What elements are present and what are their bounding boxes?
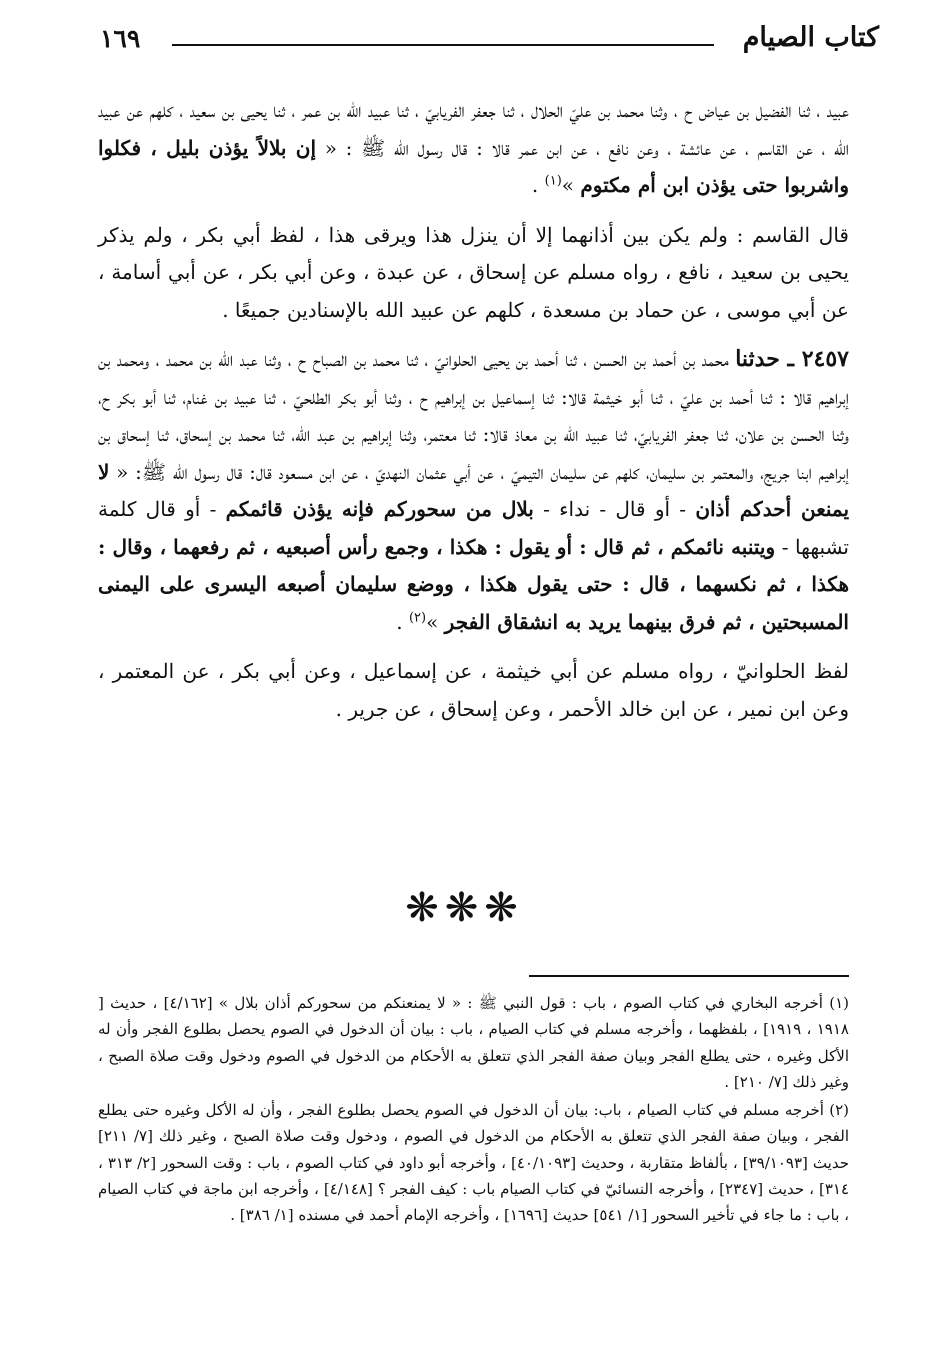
para1-tail: . bbox=[531, 173, 545, 197]
para1-quote: إن بلالاً يؤذن بليل ، فكلوا واشربوا حتى يؤذن ابن أم مكتوم bbox=[98, 135, 849, 197]
main-text bbox=[98, 92, 849, 740]
para3-text: محمد بن أحمد بن الحسن ، ثنا أحمد بن يحيى الحلوانيّ ، ثنا محمد بن الصباح ح ، وثنا عبد الله بن محمد ، ومحمد بن إبراهيم قالا : ثنا أحمد بن عليّ ، ثنا أبو خيثمة قالا: ثنا إسماعيل بن إبراهيم ح ، وثنا أبو بكر الطلحيّ ، ثنا عبيد بن غنام، ثنا أبو بكر ح، وثنا الحسن بن علان، ثنا جعفر الفريابيّ، ثنا عبيد الله بن معاذ قالا: ثنا معتمر، وثنا إبراهيم بن عبد الله، ثنا محمد بن إسحاق، ثنا إسحاق بن إبراهيم ابنا جريج، والمعتمر بن سليمان، كلهم عن سليمان التيميّ ، عن أبي عثمان النهديّ ، عن ابن مسعود قال: قال رسول الله ﷺ: « bbox=[98, 347, 849, 484]
page-number: ١٦٩ bbox=[100, 24, 141, 53]
para1-quote-end: » bbox=[561, 173, 581, 197]
paragraph-2: قال القاسم : ولم يكن بين أذانهما إلا أن ينزل هذا ويرقى هذا ، لفظ أبي بكر ، ولم يذكر يحيى بن سعيد ، نافع ، رواه مسلم عن إسحاق ، عن عبدة ، وعن أبي بكر ، عن أبي أسامة ، عن أبي موسى ، عن حماد بن مسعدة ، كلهم عن عبيد الله بالإسنادين جميعًا . bbox=[98, 222, 849, 322]
para3-quote-1: لا يمنعن أحدكم أذان bbox=[98, 459, 850, 521]
footnote-2: (٢) أخرجه مسلم في كتاب الصيام ، باب: بيان أن الدخول في الصوم يحصل بطلوع الفجر ، وأن له الأكل وغيره حتى يطلع الفجر ، وبيان صفة الفجر الذي تتعلق به الأحكام من الدخول في الصوم ، ودخول وقت صلاة الصبح ، وغير ذلك [٧/ ٢١١] حديث [٣٩/١٠٩٣] ، بألفاظ متقاربة ، وحديث [٤٠/١٠٩٣] ، وأخرجه أبو داود في كتاب الصوم ، باب : وقت السحور [٢/ ٣١٣ ، ٣١٤] ، حديث [٢٣٤٧] ، وأخرجه النسائيّ في كتاب الصيام باب : كيف الفجر ؟ [٤/١٤٨] ، وأخرجه ابن ماجة في كتاب الصيام ، باب : ما جاء في تأخير السحور [١/ ٥٤١] حديث [١٦٩٦] ، وأخرجه الإمام أحمد في مسنده [١/ ٣٨٦] . bbox=[98, 1101, 850, 1225]
section-ornament: ❋❋❋ bbox=[405, 885, 524, 931]
hadith-number: ٢٤٥٧ ـ حدثنا bbox=[735, 346, 849, 372]
para3-tail: . bbox=[396, 609, 409, 634]
header-rule bbox=[172, 44, 714, 46]
para3-mid-1: - أو قال - نداء - bbox=[533, 497, 696, 521]
footnotes bbox=[98, 990, 849, 1231]
page-header bbox=[100, 22, 879, 72]
book-title: كتاب الصيام bbox=[742, 22, 879, 53]
paragraph-1 bbox=[98, 92, 849, 205]
paragraph-3 bbox=[98, 341, 849, 641]
para3-quote-2: بلال من سحوركم فإنه يؤذن قائمكم bbox=[225, 497, 534, 521]
paragraph-4: لفظ الحلوانيّ ، رواه مسلم عن أبي خيثمة ، عن إسماعيل ، وعن أبي بكر ، عن المعتمر ، وعن ابن نمير ، عن ابن خالد الأحمر ، وعن إسحاق ، عن جرير . bbox=[98, 659, 849, 721]
footnote-ref-1[interactable]: (١) bbox=[544, 173, 562, 189]
para3-quote-end: » bbox=[426, 609, 445, 634]
para1-text: عبيد ، ثنا الفضيل بن عياض ح ، وثنا محمد بن عليّ الحلال ، ثنا جعفر الفريابيّ ، ثنا عبيد الله بن عمر ، ثنا يحيى بن سعيد ، كلهم عن عبيد الله ، عن القاسم ، عن عائشة ، وعن نافع ، عن ابن عمر قالا : قال رسول الله ﷺ : « bbox=[98, 98, 849, 160]
footnote-rule bbox=[529, 975, 849, 977]
para3-mid-2: - أو قال كلمة تشبهها - bbox=[98, 497, 849, 559]
footnote-ref-2[interactable]: (٢) bbox=[408, 609, 427, 625]
para3-quote-3: ويتنبه نائمكم ، ثم قال : أو يقول : هكذا ، وجمع رأس أصبعيه ، ثم رفعهما ، وقال : هكذا ، ثم نكسهما ، قال : حتى يقول هكذا ، ووضع سليمان أصبعه اليسرى على اليمنى المسبحتين ، ثم فرق بينهما يريد به انشقاق الفجر bbox=[98, 534, 849, 634]
footnote-1: (١) أخرجه البخاري في كتاب الصوم ، باب : قول النبي ﷺ : « لا يمنعنكم من سحوركم أذان بلال » [٤/١٦٢] ، حديث [ ١٩١٨ ، ١٩١٩] ، بلفظهما ، وأخرجه مسلم في كتاب الصيام ، باب : بيان أن الدخول في الصوم يحصل بطلوع الفجر وأن له الأكل وغيره ، حتى يطلع الفجر وبيان صفة الفجر الذي تتعلق به الأحكام من الدخول في الصوم ودخول وقت صلاة الصبح ، وغير ذلك [٧/ ٢١٠] . bbox=[98, 994, 849, 1091]
